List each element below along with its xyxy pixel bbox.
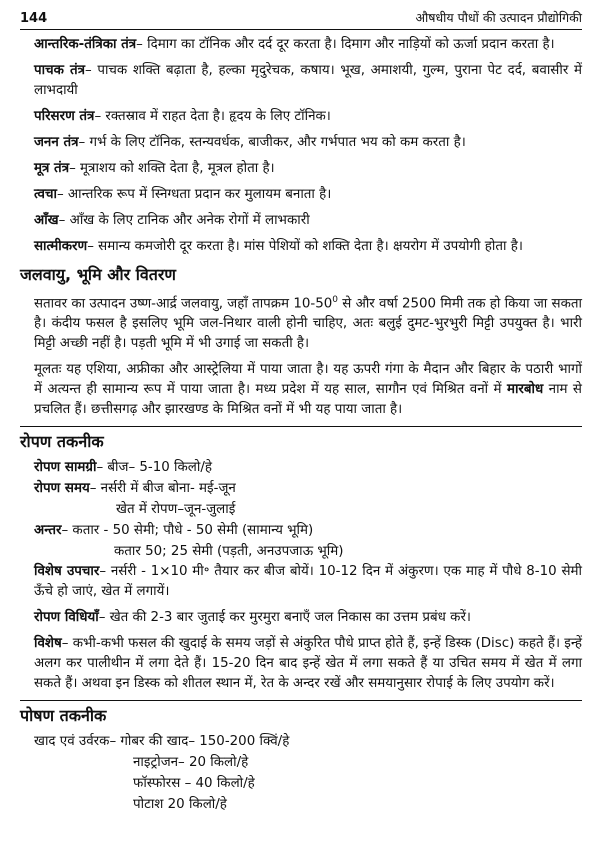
planting-text: – खेत की 2-3 बार जुताई कर मुरमुरा बनाएँ जल निकास का उत्तम प्रबंध करें। xyxy=(98,610,472,626)
nutrition-phosphorus: फॉस्फोरस – 40 किलो/हे xyxy=(133,776,255,792)
planting-term: रोपण सामग्री xyxy=(34,460,97,476)
benefit-term: सात्मीकरण xyxy=(34,239,88,254)
benefit-text: – दिमाग का टॉनिक और दर्द दूर करता है। दिमाग और नाड़ियों को ऊर्जा प्रदान करता है। xyxy=(136,37,555,52)
climate-paragraph-2 xyxy=(20,360,582,420)
planting-heading: रोपण तकनीक xyxy=(20,432,104,452)
climate-text-b: से और वर्षा 2500 मिमी तक हो किया जा सकता है। कंदीय फसल है इसलिए भूमि जल-निथार वाली होनी चाहिए, अतः बलुई दुमट-भुरभुरी मिट्टी उपयुक्त है। भारी मिट्टी अच्छी नहीं है। पड़ती भूमि में भी उगाई जा सकती है। xyxy=(34,296,582,352)
benefit-term: जनन तंत्र xyxy=(34,135,79,150)
running-title: औषधीय पौधों की उत्पादन प्रौद्योगिकी xyxy=(415,10,582,25)
benefit-text: – पाचक शक्ति बढ़ाता है, हल्का मृदुरेचक, कषाय। भूख, अमाशयी, गुल्म, पुराना पेट दर्द, बवासीर में लाभदायी xyxy=(34,63,582,98)
planting-term: विशेष उपचार xyxy=(34,564,100,580)
benefit-term: त्वचा xyxy=(34,187,57,202)
benefit-circulatory-system xyxy=(20,107,582,127)
planting-spacing xyxy=(20,520,582,541)
planting-methods xyxy=(20,608,582,628)
benefit-text: – आन्तरिक रूप में स्निग्धता प्रदान कर मुलायम बनाता है। xyxy=(56,187,332,202)
local-name: मारबोध xyxy=(506,382,544,398)
benefit-digestive-system xyxy=(20,61,582,101)
planting-text: – कभी-कभी फसल की खुदाई के समय जड़ों से अंकुरित पौधे प्राप्त होते हैं, इन्हें डिस्क (Disc) कहते हैं। इन्हें अलग कर पालीथीन में लगा देते हैं। 15-20 दिन बाद इन्हें खेत में लगा सकते हैं या उचित समय में खेत में लगा सकते हैं। अथवा इन डिस्क को शीतल स्थान में, रेत के अन्दर रखें और समयानुसार रोपाई के लिए उपयोग करें। xyxy=(34,636,582,692)
nutrition-nitrogen: नाइट्रोजन– 20 किलो/हे xyxy=(133,755,249,771)
climate-paragraph-1 xyxy=(20,290,582,354)
planting-time xyxy=(20,478,582,499)
page-number: 144 xyxy=(20,11,48,26)
benefit-nervous-system xyxy=(20,35,582,55)
benefit-term: मूत्र तंत्र xyxy=(34,161,70,176)
planting-text: – बीज– 5-10 किलो/हे xyxy=(96,460,212,476)
benefit-term: आन्तरिक-तंत्रिका तंत्र xyxy=(34,37,137,52)
nutrition-manure: खाद एवं उर्वरक– गोबर की खाद– 150-200 क्विं/हे xyxy=(34,734,290,750)
benefit-term: आँख xyxy=(34,213,59,228)
benefit-urinary-system xyxy=(20,159,582,179)
benefit-text: – समान्य कमजोरी दूर करता है। मांस पेशियों को शक्ति देता है। क्षयरोग में उपयोगी होता है। xyxy=(87,239,523,254)
benefit-term: पाचक तंत्र xyxy=(34,63,85,78)
planting-term: रोपण समय xyxy=(34,481,90,497)
benefit-text: – रक्तस्राव में राहत देता है। हृदय के लिए टॉनिक। xyxy=(94,109,331,124)
benefit-text: – गर्भ के लिए टॉनिक, स्तन्यवर्धक, बाजीकर, और गर्भपात भय को कम करता है। xyxy=(78,135,466,150)
nutrition-potash: पोटाश 20 किलो/हे xyxy=(133,797,227,813)
distribution-text-a: मूलतः यह एशिया, अफ्रीका और आस्ट्रेलिया में पाया जाता है। यह ऊपरी गंगा के मैदान और बिहार के पठारी भागों में अत्यन्त ही सामान्य रूप में पाया जाता है। मध्य प्रदेश में यह साल, सागौन एवं मिश्रित वनों में xyxy=(34,362,582,398)
benefit-text: – मूत्राशय को शक्ति देता है, मूत्रल होता है। xyxy=(69,161,275,176)
degree-superscript: 0 xyxy=(332,295,338,305)
planting-text: – कतार - 50 सेमी; पौधे - 50 सेमी (सामान्य भूमि) xyxy=(61,523,314,539)
benefit-skin xyxy=(20,185,582,205)
distribution-text-b: नाम से प्रचलित हैं। छत्तीसगढ़ और झारखण्ड के मिश्रित वनों में भी यह पाया जाता है। xyxy=(34,382,582,418)
nutrition-heading: पोषण तकनीक xyxy=(20,706,107,726)
section-rule xyxy=(20,426,582,427)
planting-note xyxy=(20,634,582,694)
page-header xyxy=(20,6,582,26)
climate-text-a: सतावर का उत्पादन उष्ण-आर्द्र जलवायु, जहाँ तापक्रम 10-50 xyxy=(34,296,333,312)
planting-text: – नर्सरी - 1×10 मी॰ तैयार कर बीज बोयें। 10-12 दिन में अंकुरण। एक माह में पौधे 8-10 सेमी ऊँचे हो जाएं, खेत में लगायें। xyxy=(34,564,583,600)
planting-material xyxy=(20,457,582,478)
benefit-term: परिसरण तंत्र xyxy=(34,109,95,124)
planting-term: अन्तर xyxy=(34,523,62,539)
benefit-assimilation xyxy=(20,237,582,257)
planting-term: रोपण विधियाँ xyxy=(34,610,99,626)
benefit-eye xyxy=(20,211,582,231)
benefit-reproductive-system xyxy=(20,133,582,153)
planting-text: – नर्सरी में बीज बोना- मई-जून xyxy=(89,481,236,497)
planting-spacing-line2: कतार 50; 25 सेमी (पड़ती, अनउपजाऊ भूमि) xyxy=(114,544,344,560)
header-rule xyxy=(20,29,582,30)
planting-time-line2: खेत में रोपण–जून-जुलाई xyxy=(116,502,236,518)
planting-special-treatment xyxy=(20,562,582,602)
section-rule xyxy=(20,700,582,701)
benefit-text: – आँख के लिए टानिक और अनेक रोगों में लाभकारी xyxy=(58,213,310,228)
climate-heading: जलवायु, भूमि और वितरण xyxy=(20,265,176,284)
planting-term: विशेष xyxy=(34,636,62,652)
